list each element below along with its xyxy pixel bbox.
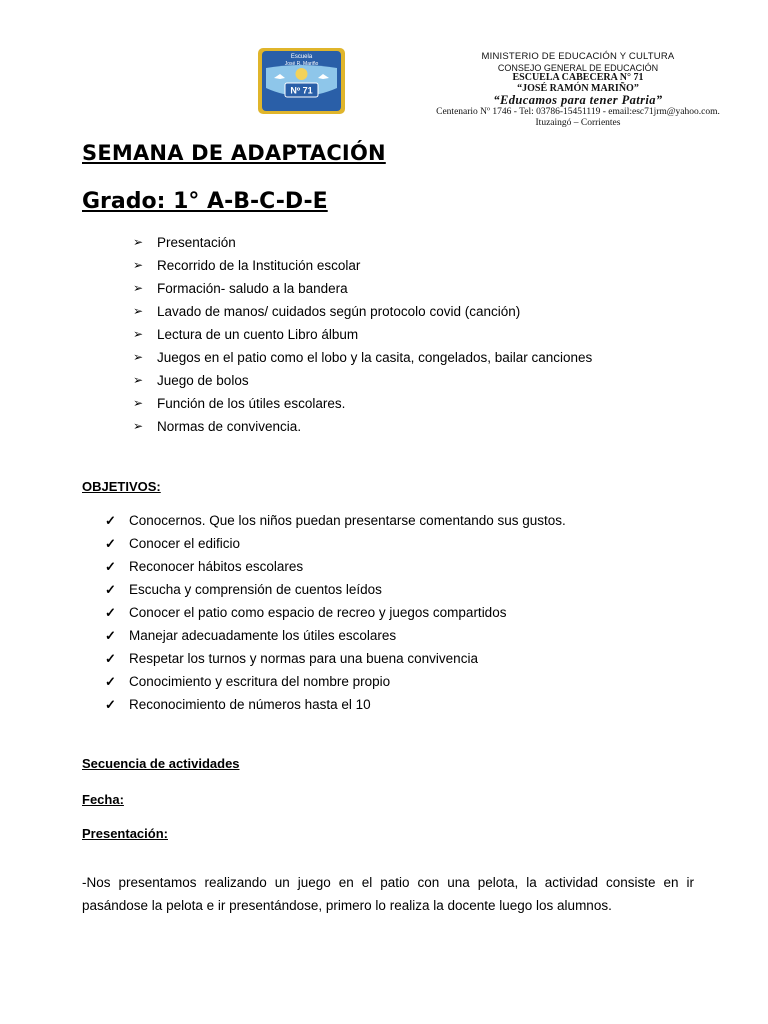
list-item: ✓ Reconocer hábitos escolares bbox=[105, 555, 566, 578]
school-motto: “Educamos para tener Patria” bbox=[493, 93, 663, 107]
school-name: “JOSÉ RAMÓN MARIÑO” bbox=[517, 82, 639, 94]
council-name: CONSEJO GENERAL DE EDUCACIÓN bbox=[497, 62, 659, 73]
page-title: SEMANA DE ADAPTACIÓN bbox=[82, 141, 386, 165]
arrowhead-bullet-icon: ➢ bbox=[133, 419, 144, 433]
list-item: ✓ Conocer el patio como espacio de recreo y juegos compartidos bbox=[105, 601, 566, 624]
sequence-heading: Secuencia de actividades bbox=[82, 756, 240, 771]
arrowhead-bullet-icon: ➢ bbox=[133, 304, 144, 318]
ministry-name: MINISTERIO DE EDUCACIÓN Y CULTURA bbox=[481, 51, 675, 62]
checkmark-icon: ✓ bbox=[105, 513, 116, 528]
objectives-list bbox=[105, 509, 566, 716]
list-item: ➢ Función de los útiles escolares. bbox=[133, 392, 592, 415]
list-item: ✓ Reconocimiento de números hasta el 10 bbox=[105, 693, 566, 716]
list-item: ➢ Presentación bbox=[133, 231, 592, 254]
checkmark-icon: ✓ bbox=[105, 674, 116, 689]
activities-list bbox=[133, 231, 592, 438]
school-contact: Centenario Nº 1746 - Tel: 03786-15451119 - email:esc71jrm@yahoo.com. bbox=[436, 107, 720, 117]
arrowhead-bullet-icon: ➢ bbox=[133, 258, 144, 272]
list-item: ✓ Conocer el edificio bbox=[105, 532, 566, 555]
arrowhead-bullet-icon: ➢ bbox=[133, 396, 144, 410]
list-item: ➢ Juego de bolos bbox=[133, 369, 592, 392]
school-logo-icon bbox=[258, 48, 345, 114]
presentation-paragraph: -Nos presentamos realizando un juego en el patio con una pelota, la actividad consiste en ir pasándose la pelota e ir presentándose, primero lo realiza la docente luego los alumnos. bbox=[82, 874, 694, 913]
letterhead bbox=[392, 52, 764, 128]
checkmark-icon: ✓ bbox=[105, 559, 116, 574]
checkmark-icon: ✓ bbox=[105, 582, 116, 597]
list-item: ➢ Recorrido de la Institución escolar bbox=[133, 254, 592, 277]
svg-text:Escuela: Escuela bbox=[290, 54, 313, 60]
arrowhead-bullet-icon: ➢ bbox=[133, 350, 144, 364]
list-item: ➢ Lectura de un cuento Libro álbum bbox=[133, 323, 592, 346]
school-city: Ituzaingó – Corrientes bbox=[535, 117, 621, 128]
objectives-heading: OBJETIVOS: bbox=[82, 479, 161, 494]
arrowhead-bullet-icon: ➢ bbox=[133, 235, 144, 249]
arrowhead-bullet-icon: ➢ bbox=[133, 281, 144, 295]
svg-text:Nº 71: Nº 71 bbox=[290, 85, 313, 96]
list-item: ✓ Conocimiento y escritura del nombre propio bbox=[105, 670, 566, 693]
checkmark-icon: ✓ bbox=[105, 605, 116, 620]
svg-text:José R. Mariño: José R. Mariño bbox=[284, 61, 319, 67]
list-item: ➢ Normas de convivencia. bbox=[133, 415, 592, 438]
checkmark-icon: ✓ bbox=[105, 628, 116, 643]
date-label: Fecha: bbox=[82, 792, 124, 807]
checkmark-icon: ✓ bbox=[105, 651, 116, 666]
list-item: ✓ Conocernos. Que los niños puedan presentarse comentando sus gustos. bbox=[105, 509, 566, 532]
grade-heading: Grado: 1° A-B-C-D-E bbox=[82, 189, 328, 214]
list-item: ➢ Formación- saludo a la bandera bbox=[133, 277, 592, 300]
checkmark-icon: ✓ bbox=[105, 536, 116, 551]
arrowhead-bullet-icon: ➢ bbox=[133, 373, 144, 387]
checkmark-icon: ✓ bbox=[105, 697, 116, 712]
list-item: ✓ Escucha y comprensión de cuentos leídos bbox=[105, 578, 566, 601]
list-item: ✓ Manejar adecuadamente los útiles escolares bbox=[105, 624, 566, 647]
arrowhead-bullet-icon: ➢ bbox=[133, 327, 144, 341]
list-item: ➢ Juegos en el patio como el lobo y la casita, congelados, bailar canciones bbox=[133, 346, 592, 369]
list-item: ➢ Lavado de manos/ cuidados según protocolo covid (canción) bbox=[133, 300, 592, 323]
school-number: ESCUELA CABECERA N° 71 bbox=[512, 72, 644, 83]
list-item: ✓ Respetar los turnos y normas para una buena convivencia bbox=[105, 647, 566, 670]
presentation-heading: Presentación: bbox=[82, 826, 168, 841]
